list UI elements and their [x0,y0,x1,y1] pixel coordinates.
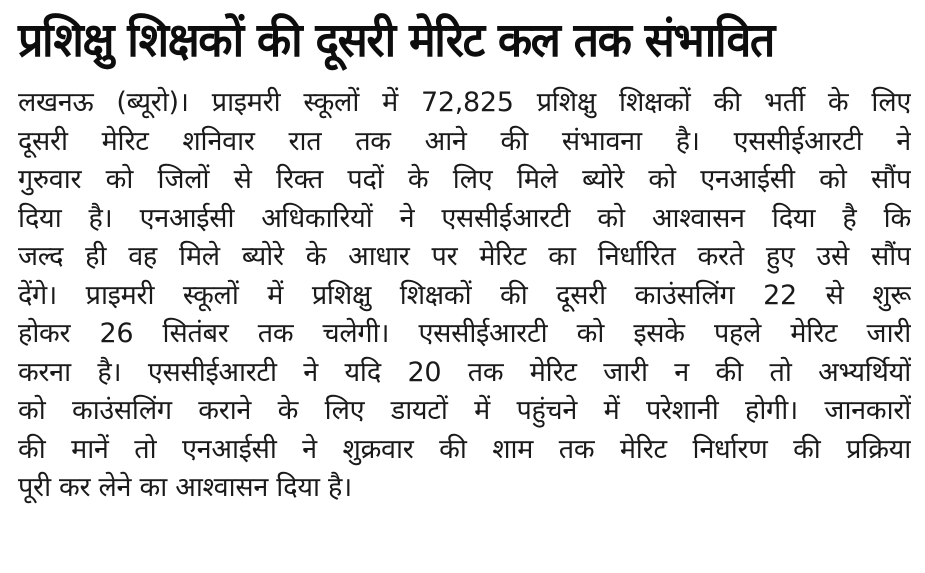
article-line: को काउंसलिंग कराने के लिए डायटों में पहुंचने में परेशानी होगी। जानकारों [18,395,911,426]
article-line: करना है। एससीईआरटी ने यदि 20 तक मेरिट जारी न की तो अभ्यर्थियों [18,356,911,388]
article-line: होकर 26 सितंबर तक चलेगी। एससीईआरटी को इसके पहले मेरिट जारी [18,318,911,349]
article-line: देंगे। प्राइमरी स्कूलों में प्रशिक्षु शिक्षकों की दूसरी काउंसलिंग 22 से शुरू [18,279,911,311]
article-line: लखनऊ (ब्यूरो)। प्राइमरी स्कूलों में 72,825 प्रशिक्षु शिक्षकों की भर्ती के लिए [18,87,911,118]
article-line: पूरी कर लेने का आश्वासन दिया है। [18,472,352,503]
article-line: दिया है। एनआईसी अधिकारियों ने एससीईआरटी को आश्वासन दिया है कि [18,202,911,234]
article-line: गुरुवार को जिलों से रिक्त पदों के लिए मिले ब्योरे को एनआईसी को सौंप [18,164,911,195]
article-body [18,84,913,508]
article-line: की मानें तो एनआईसी ने शुक्रवार की शाम तक मेरिट निर्धारण की प्रक्रिया [18,433,911,465]
article-line: जल्द ही वह मिले ब्योरे के आधार पर मेरिट का निर्धारित करते हुए उसे सौंप [18,241,911,272]
headline: प्रशिक्षु शिक्षकों की दूसरी मेरिट कल तक संभावित [18,13,774,68]
article-line: दूसरी मेरिट शनिवार रात तक आने की संभावना है। एससीईआरटी ने [18,125,911,157]
